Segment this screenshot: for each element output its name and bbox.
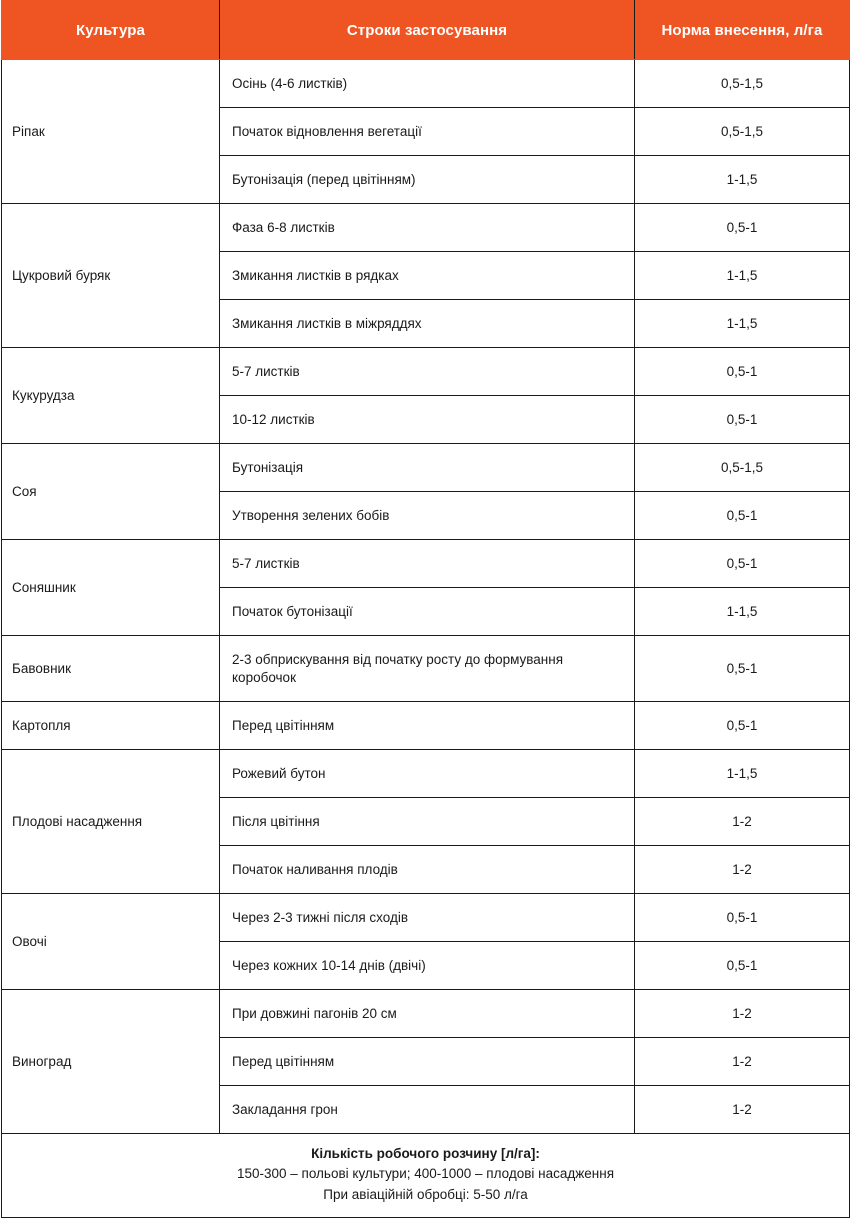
- timing-cell: Початок наливання плодів: [220, 846, 635, 894]
- rate-cell: 0,5-1,5: [635, 444, 850, 492]
- culture-cell: Плодові насадження: [2, 750, 220, 894]
- timing-cell: Початок бутонізації: [220, 588, 635, 636]
- footer-title: Кількість робочого розчину [л/га]:: [311, 1146, 540, 1161]
- culture-cell: Картопля: [2, 702, 220, 750]
- culture-cell: Бавовник: [2, 636, 220, 702]
- rate-cell: 1-2: [635, 1086, 850, 1134]
- timing-cell: Осінь (4-6 листків): [220, 60, 635, 108]
- column-header-rate: Норма внесення, л/га: [635, 1, 850, 60]
- rate-cell: 1-1,5: [635, 750, 850, 798]
- rate-cell: 1-1,5: [635, 300, 850, 348]
- column-header-timing: Строки застосування: [220, 1, 635, 60]
- culture-cell: Соняшник: [2, 540, 220, 636]
- timing-cell: Змикання листків в рядках: [220, 252, 635, 300]
- rate-cell: 0,5-1: [635, 492, 850, 540]
- culture-cell: Овочі: [2, 894, 220, 990]
- header-row: [2, 1, 850, 60]
- rate-cell: 0,5-1: [635, 942, 850, 990]
- rate-cell: 1-1,5: [635, 156, 850, 204]
- timing-cell: Утворення зелених бобів: [220, 492, 635, 540]
- table-header: [2, 1, 850, 60]
- rate-cell: 1-2: [635, 798, 850, 846]
- timing-cell: Через 2-3 тижні після сходів: [220, 894, 635, 942]
- table-row: [2, 894, 850, 942]
- table-row: [2, 702, 850, 750]
- culture-cell: Кукурудза: [2, 348, 220, 444]
- rate-cell: 1-1,5: [635, 252, 850, 300]
- culture-cell: Соя: [2, 444, 220, 540]
- table-row: [2, 636, 850, 702]
- timing-cell: Через кожних 10-14 днів (двічі): [220, 942, 635, 990]
- footer-note: [2, 1134, 850, 1218]
- rate-cell: 0,5-1: [635, 894, 850, 942]
- culture-cell: Цукровий буряк: [2, 204, 220, 348]
- table-row: [2, 348, 850, 396]
- table-row: [2, 204, 850, 252]
- timing-cell: Закладання грон: [220, 1086, 635, 1134]
- footer-line-2: При авіаційній обробці: 5-50 л/га: [323, 1186, 528, 1202]
- rate-cell: 0,5-1: [635, 636, 850, 702]
- footer-line-1: 150-300 – польові культури; 400-1000 – плодові насадження: [236, 1166, 615, 1182]
- timing-cell: 10-12 листків: [220, 396, 635, 444]
- rate-cell: 0,5-1,5: [635, 108, 850, 156]
- timing-cell: Бутонізація (перед цвітінням): [220, 156, 635, 204]
- footer-row: [2, 1134, 850, 1218]
- timing-cell: Початок відновлення вегетації: [220, 108, 635, 156]
- rate-cell: 1-1,5: [635, 588, 850, 636]
- rate-cell: 0,5-1: [635, 348, 850, 396]
- timing-cell: 5-7 листків: [220, 540, 635, 588]
- table-row: [2, 540, 850, 588]
- timing-cell: Змикання листків в міжряддях: [220, 300, 635, 348]
- rate-cell: 0,5-1: [635, 396, 850, 444]
- rate-cell: 0,5-1: [635, 540, 850, 588]
- culture-cell: Ріпак: [2, 60, 220, 204]
- timing-cell: Фаза 6-8 листків: [220, 204, 635, 252]
- rate-cell: 0,5-1,5: [635, 60, 850, 108]
- rate-cell: 1-2: [635, 990, 850, 1038]
- timing-cell: 2-3 обприскування від початку росту до формування коробочок: [220, 636, 635, 702]
- column-header-culture: Культура: [2, 1, 220, 60]
- rate-cell: 1-2: [635, 846, 850, 894]
- timing-cell: При довжині пагонів 20 см: [220, 990, 635, 1038]
- timing-cell: 5-7 листків: [220, 348, 635, 396]
- table-row: [2, 750, 850, 798]
- culture-cell: Виноград: [2, 990, 220, 1134]
- table-footer: [2, 1134, 850, 1218]
- rate-cell: 1-2: [635, 1038, 850, 1086]
- rate-cell: 0,5-1: [635, 702, 850, 750]
- table-body: [2, 60, 850, 1134]
- application-rates-table: [1, 0, 850, 1218]
- timing-cell: Рожевий бутон: [220, 750, 635, 798]
- timing-cell: Бутонізація: [220, 444, 635, 492]
- timing-cell: Перед цвітінням: [220, 702, 635, 750]
- rate-cell: 0,5-1: [635, 204, 850, 252]
- table-row: [2, 990, 850, 1038]
- table-row: [2, 444, 850, 492]
- timing-cell: Після цвітіння: [220, 798, 635, 846]
- timing-cell: Перед цвітінням: [220, 1038, 635, 1086]
- table-row: [2, 60, 850, 108]
